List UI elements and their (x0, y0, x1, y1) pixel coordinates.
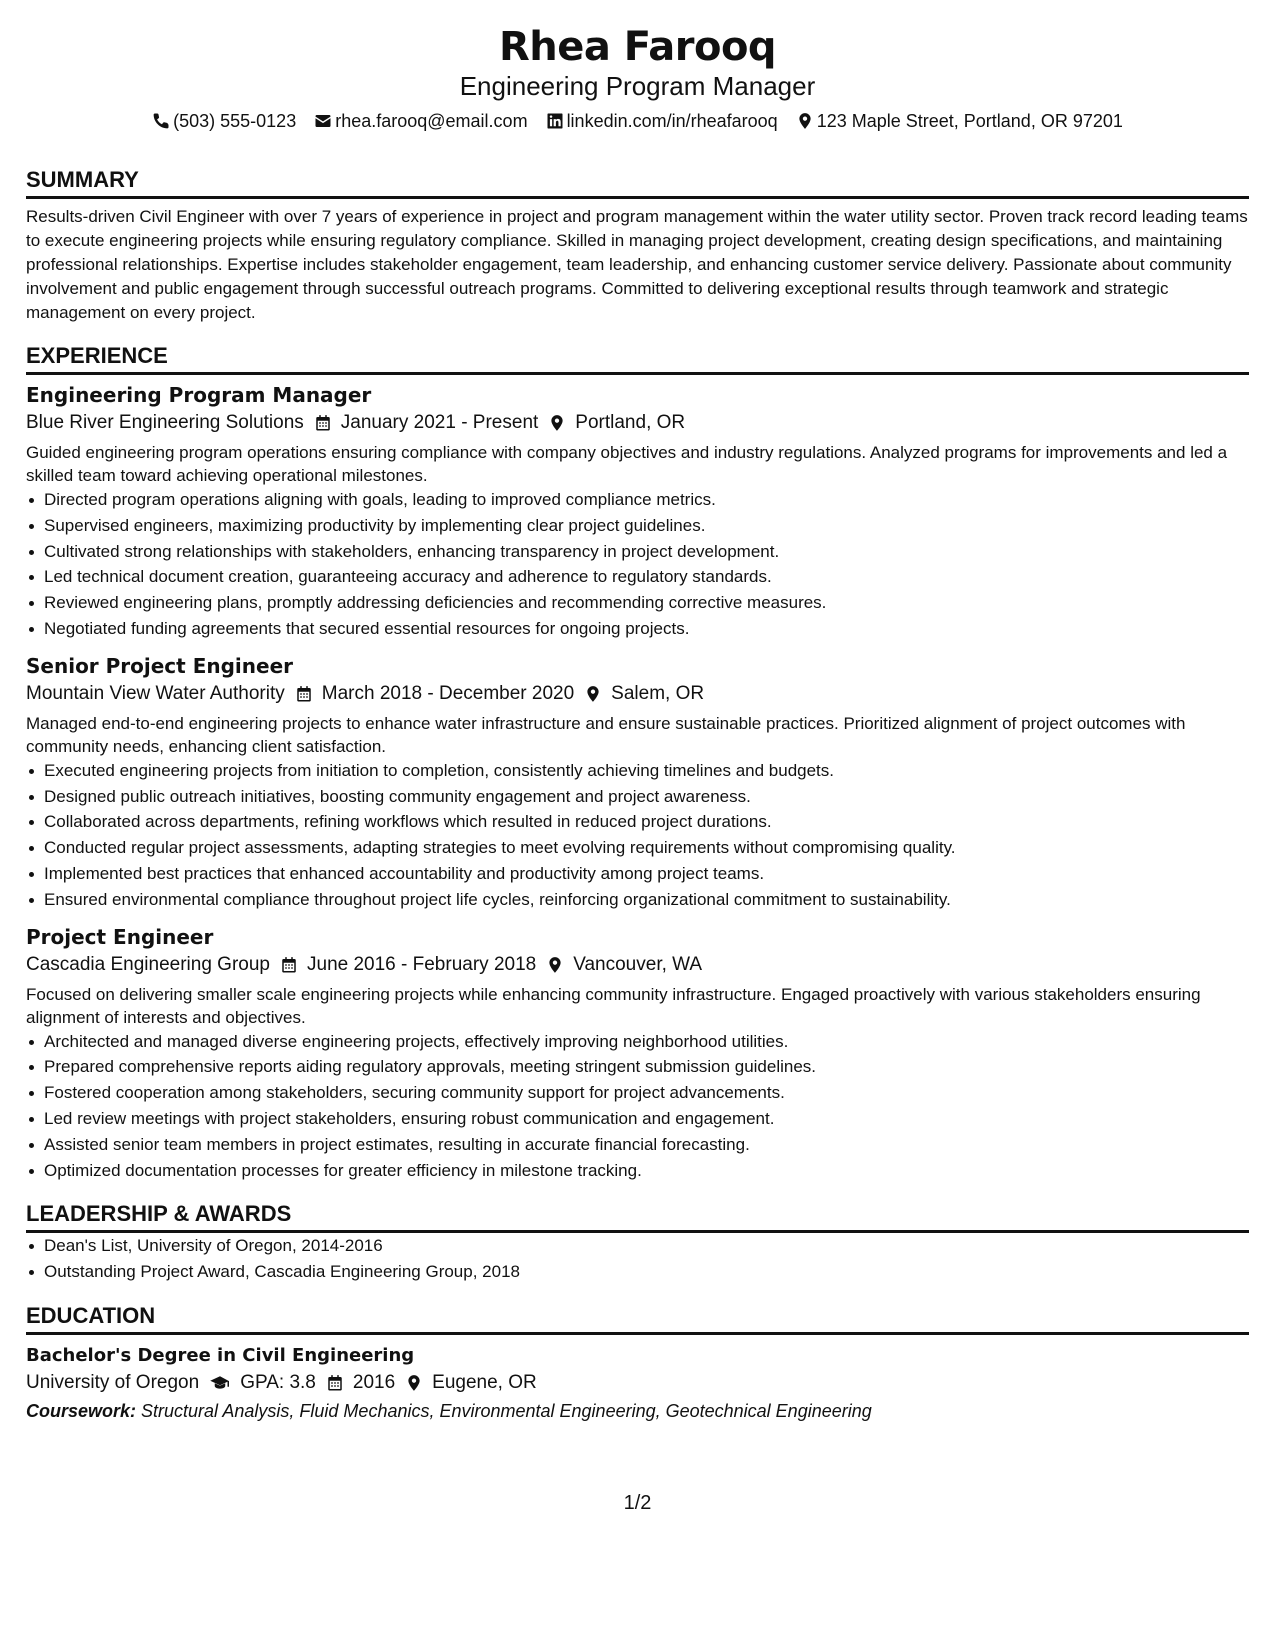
company-name: Mountain View Water Authority (26, 682, 285, 704)
job-entry (26, 652, 1249, 913)
coursework-list: Structural Analysis, Fluid Mechanics, Environmental Engineering, Geotechnical Engineering (136, 1400, 872, 1421)
summary-text: Results-driven Civil Engineer with over 7 years of experience in project and program management within the water utility sector. Proven track record leading teams to execute engineering projects while ensuring regulatory compliance. Skilled in managing project development, creating design specifications, and maintaining professional relationships. Expertise includes stakeholder engagement, team leadership, and enhancing customer service delivery. Passionate about community involvement and public engagement through successful outreach programs. Committed to delivering exceptional results through teamwork and strategic management on every project. (26, 207, 1248, 322)
list-item: Led review meetings with project stakeholders, ensuring robust communication and engagement. (44, 1106, 1249, 1132)
list-item: Executed engineering projects from initiation to completion, consistently achieving timelines and budgets. (44, 758, 1249, 784)
list-item: Negotiated funding agreements that secured essential resources for ongoing projects. (44, 616, 1249, 642)
section-heading: LEADERSHIP & AWARDS (26, 1201, 1249, 1233)
job-dates: January 2021 - Present (340, 412, 539, 433)
linkedin-icon (546, 112, 564, 130)
list-item: Implemented best practices that enhanced accountability and productivity among project teams. (44, 861, 1249, 887)
job-meta (26, 951, 1249, 979)
map-pin-icon (546, 956, 564, 974)
list-item: Led technical document creation, guaranteeing accuracy and adherence to regulatory standards. (44, 564, 1249, 590)
candidate-name: Rhea Farooq (498, 24, 777, 70)
map-pin-icon (796, 112, 814, 130)
section-heading: EXPERIENCE (26, 343, 1249, 375)
calendar-icon (280, 956, 298, 974)
map-pin-icon (584, 685, 602, 703)
job-location: Vancouver, WA (573, 953, 703, 975)
list-item: Supervised engineers, maximizing productivity by implementing clear project guidelines. (44, 513, 1249, 539)
list-item: Ensured environmental compliance throughout project life cycles, reinforcing organizational commitment to sustainability. (44, 887, 1249, 913)
list-item: Assisted senior team members in project estimates, resulting in accurate financial forecasting. (44, 1132, 1249, 1158)
experience-section (26, 343, 1249, 1183)
contact-email[interactable]: rhea.farooq@email.com (314, 109, 527, 133)
contact-address: 123 Maple Street, Portland, OR 97201 (796, 109, 1123, 133)
job-dates: March 2018 - December 2020 (321, 682, 575, 704)
map-pin-icon (405, 1374, 423, 1392)
envelope-icon (314, 112, 332, 130)
list-item: Reviewed engineering plans, promptly addressing deficiencies and recommending corrective measures. (44, 590, 1249, 616)
list-item: Designed public outreach initiatives, boosting community engagement and project awareness. (44, 784, 1249, 810)
awards-section (26, 1201, 1249, 1285)
contact-phone: (503) 555-0123 (152, 109, 296, 133)
coursework-label: Coursework: (26, 1400, 137, 1421)
page-number: 1/2 (623, 1492, 652, 1514)
job-title: Engineering Program Manager (26, 383, 372, 407)
list-item: Prepared comprehensive reports aiding regulatory approvals, meeting stringent submission guidelines. (44, 1054, 1249, 1080)
resume-header (26, 22, 1249, 133)
degree-title: Bachelor's Degree in Civil Engineering (26, 1344, 415, 1366)
calendar-icon (326, 1374, 344, 1392)
contact-linkedin[interactable]: linkedin.com/in/rheafarooq (546, 109, 778, 133)
list-item: Directed program operations aligning with goals, leading to improved compliance metrics. (44, 487, 1249, 513)
list-item: Cultivated strong relationships with stakeholders, enhancing transparency in project development. (44, 539, 1249, 565)
contact-bar (26, 109, 1249, 133)
summary-section (26, 167, 1249, 325)
section-heading: SUMMARY (26, 167, 1249, 199)
job-bullets (26, 758, 1249, 913)
job-description: Managed end-to-end engineering projects to enhance water infrastructure and ensure sustainable practices. Prioritized alignment of project outcomes with community needs, enhancing client satisfaction. (26, 713, 1186, 756)
job-title: Senior Project Engineer (26, 653, 293, 678)
coursework-line (26, 1397, 1249, 1425)
candidate-role: Engineering Program Manager (459, 71, 816, 101)
job-meta (26, 409, 1249, 437)
calendar-icon (314, 414, 332, 432)
job-location: Portland, OR (575, 412, 686, 433)
education-meta (26, 1369, 1249, 1397)
list-item: Architected and managed diverse engineering projects, effectively improving neighborhood utilities. (44, 1029, 1249, 1055)
company-name: Blue River Engineering Solutions (26, 412, 304, 433)
phone-icon (152, 112, 170, 130)
job-entry (26, 381, 1249, 642)
job-location: Salem, OR (611, 682, 705, 704)
awards-list (26, 1233, 1249, 1285)
job-dates: June 2016 - February 2018 (307, 953, 537, 975)
education-location: Eugene, OR (432, 1371, 537, 1393)
job-title: Project Engineer (26, 924, 214, 949)
job-description: Focused on delivering smaller scale engineering projects while enhancing community infrastructure. Engaged proactively with various stakeholders ensuring alignment of interests and objectives. (26, 984, 1201, 1027)
company-name: Cascadia Engineering Group (26, 953, 270, 975)
list-item: Conducted regular project assessments, adapting strategies to meet evolving requirements without compromising quality. (44, 835, 1249, 861)
list-item: Optimized documentation processes for greater efficiency in milestone tracking. (44, 1158, 1249, 1184)
job-entry (26, 923, 1249, 1184)
list-item: Dean's List, University of Oregon, 2014-2016 (44, 1233, 1249, 1259)
calendar-icon (295, 685, 313, 703)
gpa-value: GPA: 3.8 (240, 1371, 316, 1393)
list-item: Outstanding Project Award, Cascadia Engineering Group, 2018 (44, 1259, 1249, 1285)
graduation-cap-icon (209, 1374, 231, 1392)
map-pin-icon (548, 414, 566, 432)
job-bullets (26, 487, 1249, 642)
education-section (26, 1303, 1249, 1425)
job-description: Guided engineering program operations ensuring compliance with company objectives and industry regulations. Analyzed programs for improvements and led a skilled team toward achieving operational milestones. (26, 443, 1228, 485)
school-name: University of Oregon (26, 1371, 200, 1393)
list-item: Fostered cooperation among stakeholders, securing community support for project advancements. (44, 1080, 1249, 1106)
graduation-year: 2016 (352, 1371, 396, 1393)
job-bullets (26, 1029, 1249, 1184)
section-heading: EDUCATION (26, 1303, 1249, 1335)
list-item: Collaborated across departments, refining workflows which resulted in reduced project durations. (44, 809, 1249, 835)
job-meta (26, 680, 1249, 708)
